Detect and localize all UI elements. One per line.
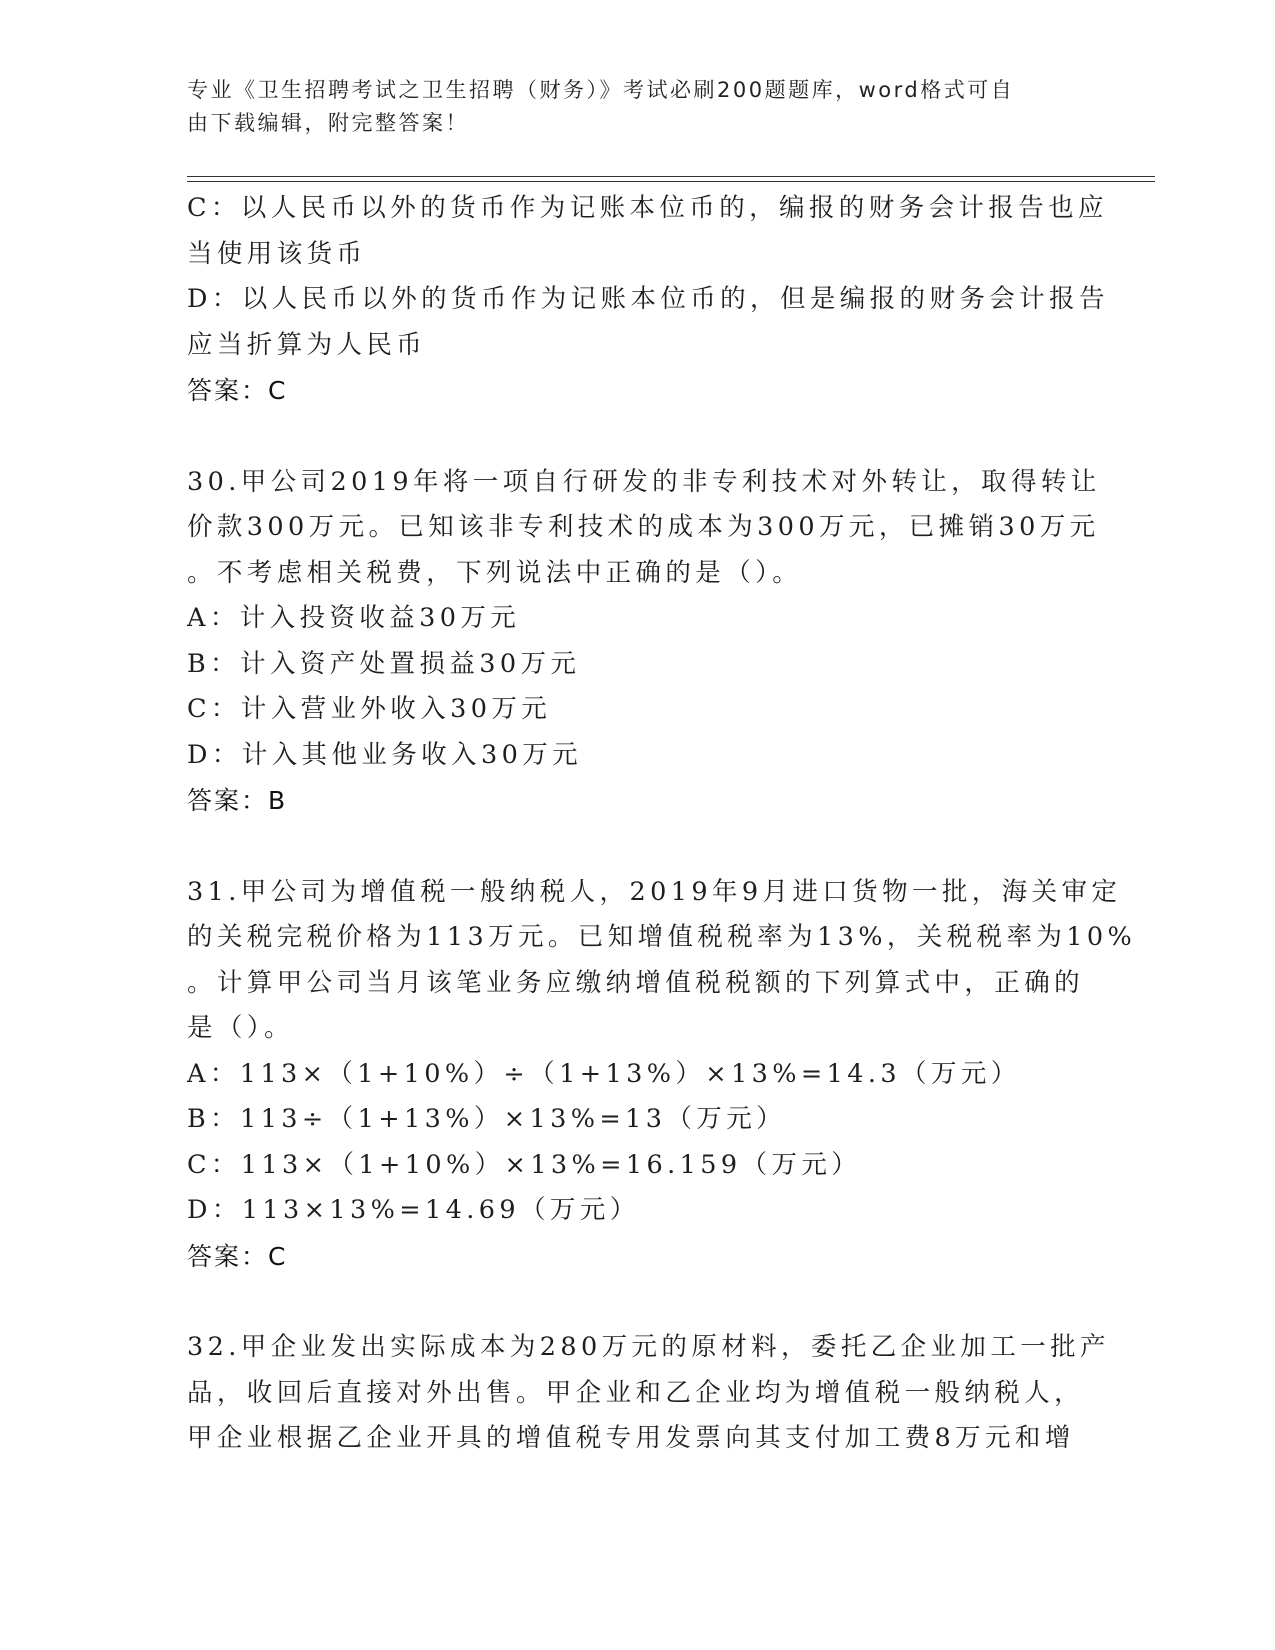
option-c: C：计入营业外收入30万元 xyxy=(187,694,552,724)
question-stem-line: 的关税完税价格为113万元。已知增值税税率为13%，关税税率为10% xyxy=(187,922,1137,952)
question-stem-line: 31.甲公司为增值税一般纳税人，2019年9月进口货物一批，海关审定 xyxy=(187,876,1122,907)
document-body xyxy=(187,186,1137,1462)
question-31 xyxy=(187,870,1137,1280)
option-d: D：113×13%=14.69（万元） xyxy=(187,1195,640,1225)
option-a: A：113×（1+10%）÷（1+13%）×13%=14.3（万元） xyxy=(187,1058,1021,1089)
answer-line: 答案：C xyxy=(187,376,288,405)
question-32 xyxy=(187,1325,1110,1462)
option-d-line-1: D：以人民币以外的货币作为记账本位币的，但是编报的财务会计报告 xyxy=(187,284,1109,314)
question-stem-line: 32.甲企业发出实际成本为280万元的原材料，委托乙企业加工一批产 xyxy=(187,1332,1110,1362)
spacer xyxy=(187,1279,1087,1325)
question-stem-line: 价款300万元。已知该非专利技术的成本为300万元，已摊销30万元 xyxy=(187,512,1100,542)
option-a: A：计入投资收益30万元 xyxy=(187,603,521,633)
spacer xyxy=(187,414,1087,460)
option-d-line-2: 应当折算为人民币 xyxy=(187,329,427,360)
option-c-line-2: 当使用该货币 xyxy=(187,238,367,269)
question-stem-line: 30.甲公司2019年将一项自行研发的非专利技术对外转让，取得转让 xyxy=(187,466,1101,497)
spacer xyxy=(187,824,1087,870)
answer-line: 答案：B xyxy=(187,786,288,815)
option-b: B：113÷（1+13%）×13%=13（万元） xyxy=(187,1104,787,1134)
header-rule-top xyxy=(187,176,1155,177)
option-b: B：计入资产处置损益30万元 xyxy=(187,648,581,679)
document-header xyxy=(187,74,1067,140)
question-30 xyxy=(187,460,1101,824)
prev-question xyxy=(187,186,1109,414)
option-c-line-1: C：以人民币以外的货币作为记账本位币的，编报的财务会计报告也应 xyxy=(187,193,1108,223)
option-d: D：计入其他业务收入30万元 xyxy=(187,739,582,770)
question-stem-line: 品，收回后直接对外出售。甲企业和乙企业均为增值税一般纳税人， xyxy=(187,1377,1085,1408)
question-stem-line: 。计算甲公司当月该笔业务应缴纳增值税税额的下列算式中，正确的 xyxy=(187,967,1085,998)
question-stem-line: 。不考虑相关税费，下列说法中正确的是（）。 xyxy=(187,557,803,588)
header-line-1: 专业《卫生招聘考试之卫生招聘（财务）》考试必刷200题题库，word格式可自 xyxy=(187,78,1015,102)
header-line-2: 由下载编辑，附完整答案！ xyxy=(187,111,469,135)
answer-line: 答案：C xyxy=(187,1241,288,1271)
question-stem-line: 是（）。 xyxy=(187,1013,294,1043)
question-stem-line: 甲企业根据乙企业开具的增值税专用发票向其支付加工费8万元和增 xyxy=(187,1423,1075,1453)
header-rule-bottom xyxy=(187,181,1155,182)
option-c: C：113×（1+10%）×13%=16.159（万元） xyxy=(187,1149,862,1180)
